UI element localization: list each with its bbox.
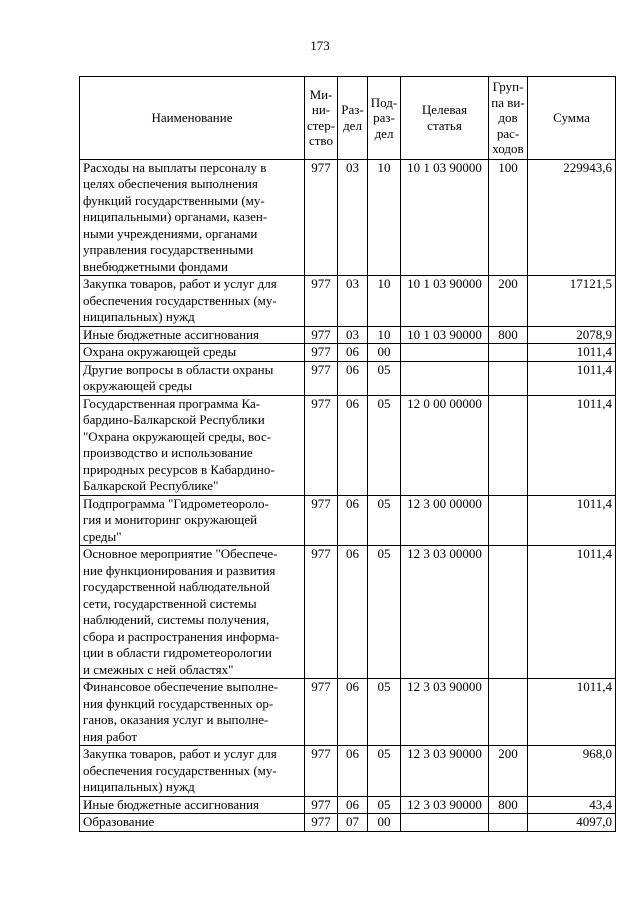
row-sum: 1011,4: [528, 344, 616, 362]
row-subsection: 10: [368, 276, 401, 327]
row-section: 03: [338, 159, 368, 276]
row-subsection: 05: [368, 495, 401, 546]
row-target: [401, 361, 489, 395]
row-name: Другие вопросы в области охраны окружающей среды: [80, 361, 305, 395]
table-row: [80, 326, 616, 344]
row-ministry: 977: [305, 326, 338, 344]
row-sum: 1011,4: [528, 395, 616, 495]
row-group: [489, 495, 528, 546]
row-sum: 17121,5: [528, 276, 616, 327]
row-section: 06: [338, 344, 368, 362]
row-target: [401, 344, 489, 362]
row-sum: 1011,4: [528, 361, 616, 395]
row-subsection: 05: [368, 679, 401, 746]
row-subsection: 05: [368, 395, 401, 495]
row-group: 800: [489, 796, 528, 814]
row-ministry: 977: [305, 395, 338, 495]
header-sum: Сумма: [528, 77, 616, 160]
row-section: 03: [338, 326, 368, 344]
table-row: [80, 814, 616, 832]
budget-table: [79, 76, 616, 832]
table-row: [80, 344, 616, 362]
row-name: Подпрограмма "Гидрометеороло- гия и мониторинг окружающей среды": [80, 495, 305, 546]
row-name: Иные бюджетные ассигнования: [80, 796, 305, 814]
row-ministry: 977: [305, 361, 338, 395]
row-name: Государственная программа Ка- бардино-Балкарской Республики "Охрана окружающей среды, вос- производство и использование природных ресурсов в Кабардино- Балкарской Республике": [80, 395, 305, 495]
row-subsection: 00: [368, 814, 401, 832]
row-section: 06: [338, 679, 368, 746]
row-group: [489, 814, 528, 832]
row-target: 10 1 03 90000: [401, 159, 489, 276]
row-target: 12 3 03 90000: [401, 679, 489, 746]
row-section: 07: [338, 814, 368, 832]
row-sum: 1011,4: [528, 679, 616, 746]
page-number: 173: [310, 38, 330, 53]
row-sum: 968,0: [528, 746, 616, 797]
row-target: 12 3 03 00000: [401, 546, 489, 679]
row-section: 06: [338, 796, 368, 814]
row-group: 200: [489, 276, 528, 327]
row-name: Основное мероприятие "Обеспече- ние функционирования и развития государственной наблюдательной сети, государственной системы наблюдений, системы получения, сбора и распространения информа- ции в области гидрометеорологии и смежных с ней областях": [80, 546, 305, 679]
row-name: Охрана окружающей среды: [80, 344, 305, 362]
row-ministry: 977: [305, 159, 338, 276]
row-section: 06: [338, 361, 368, 395]
row-subsection: 05: [368, 746, 401, 797]
row-ministry: 977: [305, 276, 338, 327]
row-group: [489, 546, 528, 679]
table-row: [80, 796, 616, 814]
row-group: [489, 361, 528, 395]
row-target: [401, 814, 489, 832]
row-sum: 4097,0: [528, 814, 616, 832]
row-subsection: 05: [368, 796, 401, 814]
header-subsection: Под- раз- дел: [368, 77, 401, 160]
row-group: [489, 679, 528, 746]
row-section: 06: [338, 746, 368, 797]
row-section: 06: [338, 395, 368, 495]
header-group: Груп- па ви- дов рас- ходов: [489, 77, 528, 160]
row-subsection: 10: [368, 326, 401, 344]
table-row: [80, 746, 616, 797]
row-group: [489, 344, 528, 362]
row-name: Образование: [80, 814, 305, 832]
row-name: Финансовое обеспечение выполне- ния функций государственных ор- ганов, оказания услуг и выполне- ния работ: [80, 679, 305, 746]
row-subsection: 10: [368, 159, 401, 276]
header-section: Раз- дел: [338, 77, 368, 160]
row-group: 800: [489, 326, 528, 344]
row-name: Закупка товаров, работ и услуг для обеспечения государственных (му- ниципальных) нужд: [80, 746, 305, 797]
row-subsection: 05: [368, 361, 401, 395]
row-ministry: 977: [305, 679, 338, 746]
row-name: Закупка товаров, работ и услуг для обеспечения государственных (му- ниципальных) нужд: [80, 276, 305, 327]
row-sum: 2078,9: [528, 326, 616, 344]
table-row: [80, 395, 616, 495]
row-subsection: 00: [368, 344, 401, 362]
row-target: 12 0 00 00000: [401, 395, 489, 495]
row-subsection: 05: [368, 546, 401, 679]
row-target: 12 3 03 90000: [401, 746, 489, 797]
header-row: [80, 77, 616, 160]
header-target: Целевая статья: [401, 77, 489, 160]
row-sum: 229943,6: [528, 159, 616, 276]
row-target: 10 1 03 90000: [401, 276, 489, 327]
row-sum: 1011,4: [528, 546, 616, 679]
row-group: [489, 395, 528, 495]
table-row: [80, 159, 616, 276]
row-ministry: 977: [305, 546, 338, 679]
row-ministry: 977: [305, 344, 338, 362]
row-section: 06: [338, 495, 368, 546]
table-row: [80, 495, 616, 546]
row-name: Расходы на выплаты персоналу в целях обеспечения выполнения функций государственными (му- ниципальными) органами, казен- ными учреждениями, органами управления государственными внебюджетными фондами: [80, 159, 305, 276]
table-row: [80, 679, 616, 746]
row-ministry: 977: [305, 796, 338, 814]
row-section: 03: [338, 276, 368, 327]
row-sum: 1011,4: [528, 495, 616, 546]
row-sum: 43,4: [528, 796, 616, 814]
row-section: 06: [338, 546, 368, 679]
row-target: 12 3 03 90000: [401, 796, 489, 814]
table-row: [80, 361, 616, 395]
table-row: [80, 546, 616, 679]
row-ministry: 977: [305, 495, 338, 546]
row-group: 200: [489, 746, 528, 797]
header-ministry: Ми- ни- стер- ство: [305, 77, 338, 160]
row-target: 10 1 03 90000: [401, 326, 489, 344]
header-name: Наименование: [80, 77, 305, 160]
table-row: [80, 276, 616, 327]
row-group: 100: [489, 159, 528, 276]
row-ministry: 977: [305, 746, 338, 797]
row-target: 12 3 00 00000: [401, 495, 489, 546]
row-name: Иные бюджетные ассигнования: [80, 326, 305, 344]
row-ministry: 977: [305, 814, 338, 832]
table-body: [80, 159, 616, 831]
